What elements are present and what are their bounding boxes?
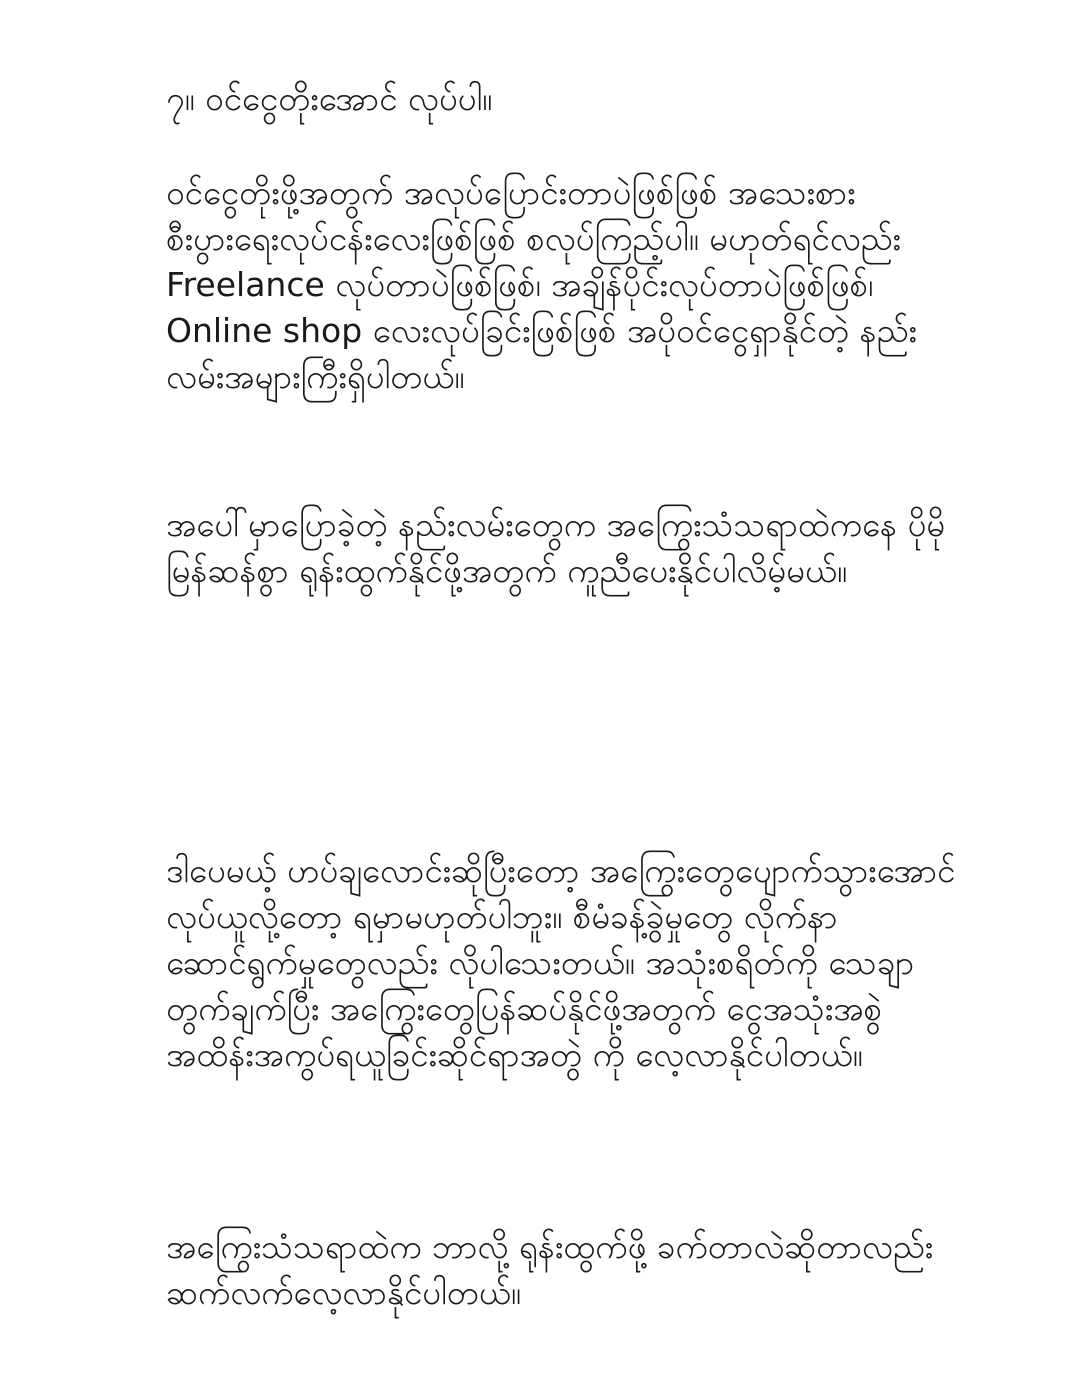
paragraph-text: အကြွေးသံသရာထဲက ဘာလို့ ရုန်းထွက်ဖို့ ခက်တာလဲဆိုတာလည်း ဆက်လက်လေ့လာနိုင်ပါတယ်။ [166, 1227, 934, 1312]
paragraph-methods-help [166, 502, 966, 594]
paragraph-management-needed [166, 848, 966, 1078]
section-heading [166, 76, 966, 122]
paragraph-text: အပေါ်မှာပြောခဲ့တဲ့ နည်းလမ်းတွေက အကြွေးသံသရာထဲကနေ ပိုမိုမြန်ဆန်စွာ ရုန်းထွက်နိုင်ဖို့အတွက် ကူညီပေးနိုင်ပါလိမ့်မယ်။ [166, 505, 946, 590]
paragraph-text: ဒါပေမယ့် ဟပ်ချလောင်းဆိုပြီးတော့ အကြွေးတွေပျောက်သွားအောင်လုပ်ယူလို့တော့ ရမှာမဟုတ်ပါဘူး။ စီမံခန့်ခွဲမှုတွေ လိုက်နာဆောင်ရွက်မှုတွေလည်း လိုပါသေးတယ်။ အသုံးစရိတ်ကို သေချာတွက်ချက်ပြီး အကြွေးတွေပြန်ဆပ်နိုင်ဖို့အတွက် ငွေအသုံးအစွဲ အထိန်းအကွပ်ရယူခြင်းဆိုင်ရာအတွဲ ကို လေ့လာနိုင်ပါတယ်။ [166, 851, 956, 1074]
paragraph-text: ဝင်ငွေတိုးဖို့အတွက် အလုပ်ပြောင်းတာပဲဖြစ်ဖြစ် အသေးစား စီးပွားရေးလုပ်ငန်းလေးဖြစ်ဖြစ် စလုပ်ကြည့်ပါ။ မဟုတ်ရင်လည်း Freelance လုပ်တာပဲဖြစ်ဖြစ်၊ အချိန်ပိုင်းလုပ်တာပဲဖြစ်ဖြစ်၊ Online shop လေးလုပ်ခြင်းဖြစ်ဖြစ် အပိုဝင်ငွေရှာနိုင်တဲ့ နည်းလမ်းအများကြီးရှိပါတယ်။ [166, 173, 917, 396]
paragraph-continue-learning [166, 1224, 966, 1316]
paragraph-increase-income [166, 170, 966, 400]
heading-text: ၇။ ဝင်ငွေတိုးအောင် လုပ်ပါ။ [166, 79, 493, 118]
